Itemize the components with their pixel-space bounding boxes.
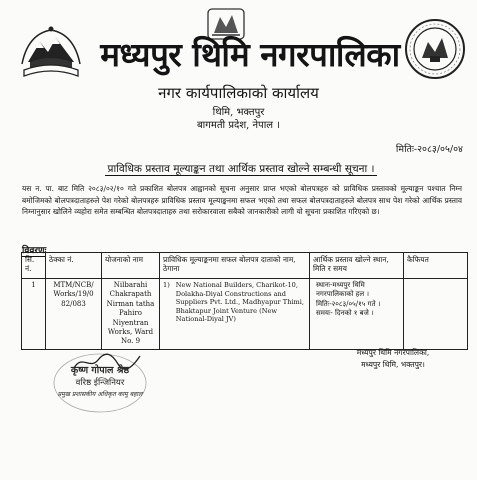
header-successful-bidder: प्राविधिक मूल्याङ्कनमा सफल बोलपत्र दाताको नाम, ठेगाना xyxy=(160,253,310,279)
office-name: नगर कार्यपालिकाको कार्यालय xyxy=(158,84,319,102)
office-address: थिमि, भक्तपुर xyxy=(212,107,265,118)
bidder-index: 1) xyxy=(163,281,170,289)
closing-block xyxy=(318,347,468,370)
bidder-name: New National Builders, Charikot-10, Dolakha-Diyal Constructions and Suppliers Pvt. Ltd., Madhyapur Thimi, Bhaktapur Joint Venture (New National-Diyal JV) xyxy=(175,281,305,324)
closing-line-2: मध्यपुर थिमि, भक्तपुर। xyxy=(361,359,425,369)
notice-body: यस न. पा. बाट मिति २०८३/०२/१० गते प्रकाशित बोलपत्र आह्वानको सूचना अनुसार प्राप्त भएको बोलपत्रहरु को प्राविधिक प्रस्तावको मूल्याङ्कन पश्चात निम्न बमोजिमको बोलपत्रदाताहरुले पेश गरेको बोलपत्रहरु प्राविधिक प्रस्ताव मूल्याङ्कनमा सफल भएको तथा सफल बोलपत्रदाताहरुले बोलपत्र साथ पेश गरेको आर्थिक प्रस्ताव निम्नानुसार खोलिने व्यहोरा समेत सम्बन्धित बोलपत्रदाताहरु तथा सरोकारवाला सबैको जानकारीको लागी यो सूचना प्रकाशित गरिएको छ। xyxy=(22,184,462,216)
notice-title xyxy=(100,162,382,177)
notice-date: मितिः-२०८३/०५/०४ xyxy=(395,144,463,155)
table-row xyxy=(22,279,468,350)
office-province: बागमती प्रदेश, नेपाल । xyxy=(196,120,281,131)
header-remarks: कैफियत xyxy=(404,253,468,279)
header-serial: सि. नं. xyxy=(22,253,46,279)
signatory-role: प्रमुख प्रशासकीय अधिकृत कामु बहाल xyxy=(57,391,143,398)
cell-project-name: Nilbarahi Chakrapath Nirman tatha Pahiro Niyentran Works, Ward No. 9 xyxy=(102,279,160,350)
cell-contract-no: MTM/NCB/ Works/19/0 82/083 xyxy=(46,279,102,350)
table-header-row xyxy=(22,253,468,279)
nepal-emblem-icon xyxy=(18,24,84,82)
signatory-name: कृष्ण गोपाल श्रेष्ठ xyxy=(70,365,130,376)
header-project-name: योजनाको नाम xyxy=(102,253,160,279)
municipality-logo-icon xyxy=(404,18,466,80)
closing-line-1: मध्यपुर थिमि नगरपालिका, xyxy=(356,348,430,357)
cell-remarks xyxy=(404,279,468,350)
opening-date: मितिः-२०८३/०५/१५ गते । xyxy=(316,299,381,308)
opening-time: समयः- दिनको १ बजे । xyxy=(316,309,374,318)
bidder-list xyxy=(163,281,306,324)
notice-title-text: प्राविधिक प्रस्ताव मूल्याङ्कन तथा आर्थिक प्रस्ताव खोल्ने सम्बन्धी सूचना । xyxy=(107,163,375,175)
header-opening-details: आर्थिक प्रस्ताव खोल्ने स्थान, मिति र समय xyxy=(310,253,404,279)
cell-opening-details xyxy=(310,279,404,350)
opening-place: स्थानः-मध्यपुर थिमि नगरपालिकाको हल । xyxy=(316,281,369,299)
bidder-table xyxy=(21,252,468,350)
signatory-designation: वरिष्ठ ईन्जिनियर xyxy=(75,378,125,388)
table-label-text: विवरणः xyxy=(22,246,47,256)
header-contract-no: ठेक्का नं. xyxy=(46,253,102,279)
page-title: मध्यपुर थिमि नगरपालिका xyxy=(100,35,400,74)
cell-serial: 1 xyxy=(22,279,46,350)
cell-successful-bidder xyxy=(160,279,310,350)
